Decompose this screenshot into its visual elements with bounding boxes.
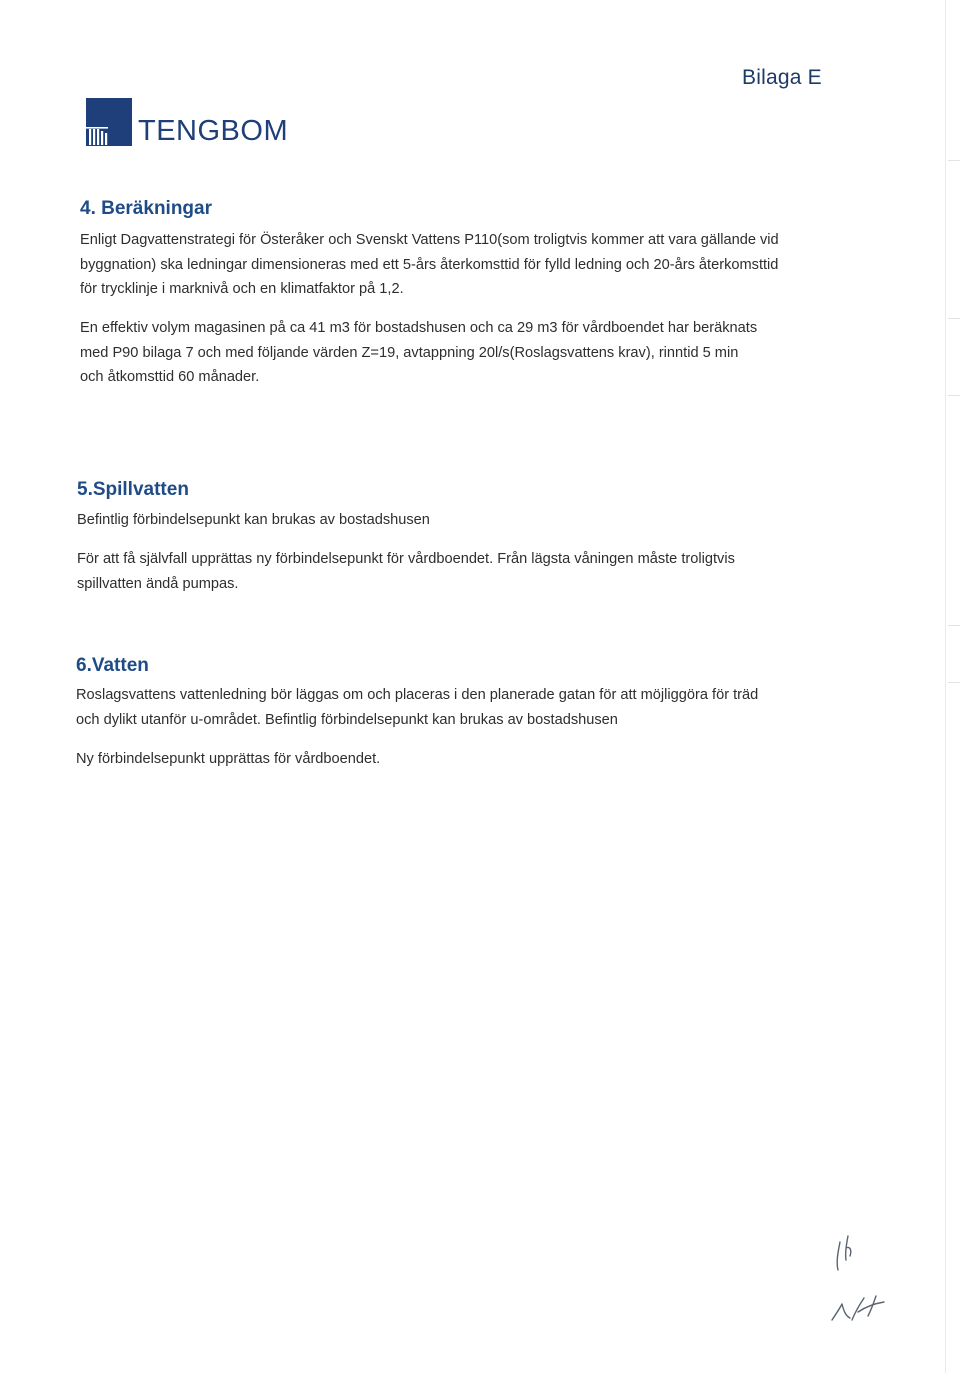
page-edge-line bbox=[945, 0, 946, 1373]
handwritten-initials-icon bbox=[828, 1228, 898, 1328]
section-heading-wastewater: 5.Spillvatten bbox=[77, 479, 189, 500]
section-paragraph: För att få självfall upprättas ny förbindelsepunkt för vårdboendet. Från lägsta våningen måste troligtvis spillvatten ändå pumpas. bbox=[77, 551, 735, 592]
section-paragraph: Ny förbindelsepunkt upprättas för vårdboendet. bbox=[76, 751, 381, 767]
page-edge-tick bbox=[948, 160, 960, 161]
tengbom-logo-icon bbox=[86, 98, 132, 146]
appendix-label: Bilaga E bbox=[742, 66, 822, 89]
section-paragraph: Enligt Dagvattenstrategi för Österåker och Svenskt Vattens P110(som troligtvis kommer att vara gällande vid byggnation) ska ledningar dimensioneras med ett 5-års återkomsttid för fylld ledning och 20-års återkomsttid för trycklinje i marknivå och en klimatfaktor på 1,2. bbox=[80, 232, 779, 297]
section-paragraph: Befintlig förbindelsepunkt kan brukas av bostadshusen bbox=[77, 512, 430, 528]
section-heading-water: 6.Vatten bbox=[76, 655, 149, 676]
section-heading-calculations: 4. Beräkningar bbox=[80, 198, 212, 219]
company-logo bbox=[86, 96, 288, 146]
page-edge-tick bbox=[948, 625, 960, 626]
page-edge-tick bbox=[948, 395, 960, 396]
logo-text: TENGBOM bbox=[138, 115, 289, 147]
section-paragraph: En effektiv volym magasinen på ca 41 m3 för bostadshusen och ca 29 m3 för vårdboendet har beräknats med P90 bilaga 7 och med följande värden Z=19, avtappning 20l/s(Roslagsvattens krav), rinntid 5 min och åtkomsttid 60 månader. bbox=[80, 320, 758, 385]
page-edge-tick bbox=[948, 318, 960, 319]
section-paragraph: Roslagsvattens vattenledning bör läggas om och placeras i den planerade gatan för att möjliggöra för träd och dylikt utanför u-området. Befintlig förbindelsepunkt kan brukas av bostadshusen bbox=[76, 687, 759, 728]
page-edge-tick bbox=[948, 682, 960, 683]
